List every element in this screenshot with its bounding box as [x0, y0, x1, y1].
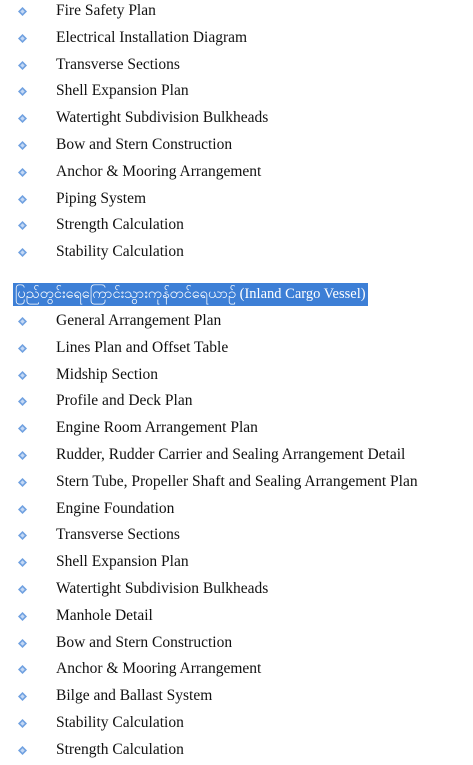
section-heading-inland-cargo-vessel[interactable]: ပြည်တွင်းရေကြောင်းသွားကုန်တင်ရေယာဉ် (Inland Cargo Vessel): [13, 283, 368, 306]
diamond-bullet-icon: [18, 612, 27, 621]
diamond-bullet-icon: [18, 692, 27, 701]
list-item-label: Stability Calculation: [56, 713, 184, 731]
list-item-label: Transverse Sections: [56, 55, 180, 73]
diamond-bullet-icon: [18, 505, 27, 514]
list-item-label: Midship Section: [56, 365, 159, 383]
list-item: [0, 442, 473, 469]
diamond-bullet-icon: [18, 221, 27, 230]
diamond-bullet-icon: [18, 397, 27, 406]
list-item: [0, 308, 473, 335]
list-item-label: Electrical Installation Diagram: [56, 28, 248, 46]
list-item: [0, 549, 473, 576]
list-item-label: Profile and Deck Plan: [56, 392, 193, 410]
list-item: [0, 239, 473, 266]
drawing-list-2: [0, 308, 473, 764]
list-item: [0, 105, 473, 132]
list-item: [0, 388, 473, 415]
list-item-label: Strength Calculation: [56, 216, 184, 234]
list-item: [0, 469, 473, 496]
diamond-bullet-icon: [18, 451, 27, 460]
list-item-label: Stern Tube, Propeller Shaft and Sealing Arrangement Plan: [56, 472, 418, 490]
diamond-bullet-icon: [18, 639, 27, 648]
diamond-bullet-icon: [18, 478, 27, 487]
list-item-label: General Arrangement Plan: [56, 312, 222, 329]
diamond-bullet-icon: [18, 719, 27, 728]
list-item: [0, 212, 473, 239]
list-item-label: Anchor & Mooring Arrangement: [56, 660, 262, 678]
list-item-label: Bow and Stern Construction: [56, 135, 233, 153]
list-item: [0, 522, 473, 549]
list-item-label: Shell Expansion Plan: [56, 82, 189, 100]
list-item-label: Strength Calculation: [56, 740, 184, 758]
list-item: [0, 25, 473, 52]
list-item: [0, 52, 473, 79]
diamond-bullet-icon: [18, 585, 27, 594]
list-item: [0, 362, 473, 389]
list-item-label: Engine Foundation: [56, 499, 175, 517]
list-item-label: Manhole Detail: [56, 606, 153, 624]
diamond-bullet-icon: [18, 424, 27, 433]
list-item: [0, 576, 473, 603]
list-item: [0, 186, 473, 213]
diamond-bullet-icon: [18, 248, 27, 257]
list-item: [0, 132, 473, 159]
diamond-bullet-icon: [18, 61, 27, 70]
list-item-label: Fire Safety Plan: [56, 2, 156, 19]
list-item: [0, 496, 473, 523]
diamond-bullet-icon: [18, 87, 27, 96]
drawing-list-1: [0, 0, 473, 266]
diamond-bullet-icon: [18, 371, 27, 380]
list-item: [0, 630, 473, 657]
list-item-label: Bilge and Ballast System: [56, 687, 213, 705]
diamond-bullet-icon: [18, 141, 27, 150]
list-item-label: Anchor & Mooring Arrangement: [56, 162, 262, 180]
list-item: [0, 415, 473, 442]
diamond-bullet-icon: [18, 114, 27, 123]
list-item-label: Watertight Subdivision Bulkheads: [56, 109, 269, 127]
list-item-label: Stability Calculation: [56, 243, 184, 261]
diamond-bullet-icon: [18, 344, 27, 353]
list-item: [0, 656, 473, 683]
diamond-bullet-icon: [18, 746, 27, 755]
list-item-label: Piping System: [56, 189, 147, 207]
diamond-bullet-icon: [18, 195, 27, 204]
diamond-bullet-icon: [18, 317, 27, 326]
list-item-label: Transverse Sections: [56, 526, 180, 544]
diamond-bullet-icon: [18, 558, 27, 567]
list-item-label: Engine Room Arrangement Plan: [56, 419, 258, 437]
list-item-label: Lines Plan and Offset Table: [56, 338, 229, 356]
list-item-label: Bow and Stern Construction: [56, 633, 233, 651]
list-item: [0, 159, 473, 186]
list-item-label: Shell Expansion Plan: [56, 553, 189, 571]
list-item-label: Watertight Subdivision Bulkheads: [56, 579, 269, 597]
list-item: [0, 0, 473, 25]
diamond-bullet-icon: [18, 34, 27, 43]
diamond-bullet-icon: [18, 531, 27, 540]
list-item: [0, 603, 473, 630]
list-item: [0, 335, 473, 362]
diamond-bullet-icon: [18, 168, 27, 177]
list-item: [0, 737, 473, 764]
diamond-bullet-icon: [18, 665, 27, 674]
list-item-label: Rudder, Rudder Carrier and Sealing Arrangement Detail: [56, 445, 406, 463]
list-item: [0, 683, 473, 710]
diamond-bullet-icon: [18, 7, 27, 16]
list-item: [0, 78, 473, 105]
list-item: [0, 710, 473, 737]
